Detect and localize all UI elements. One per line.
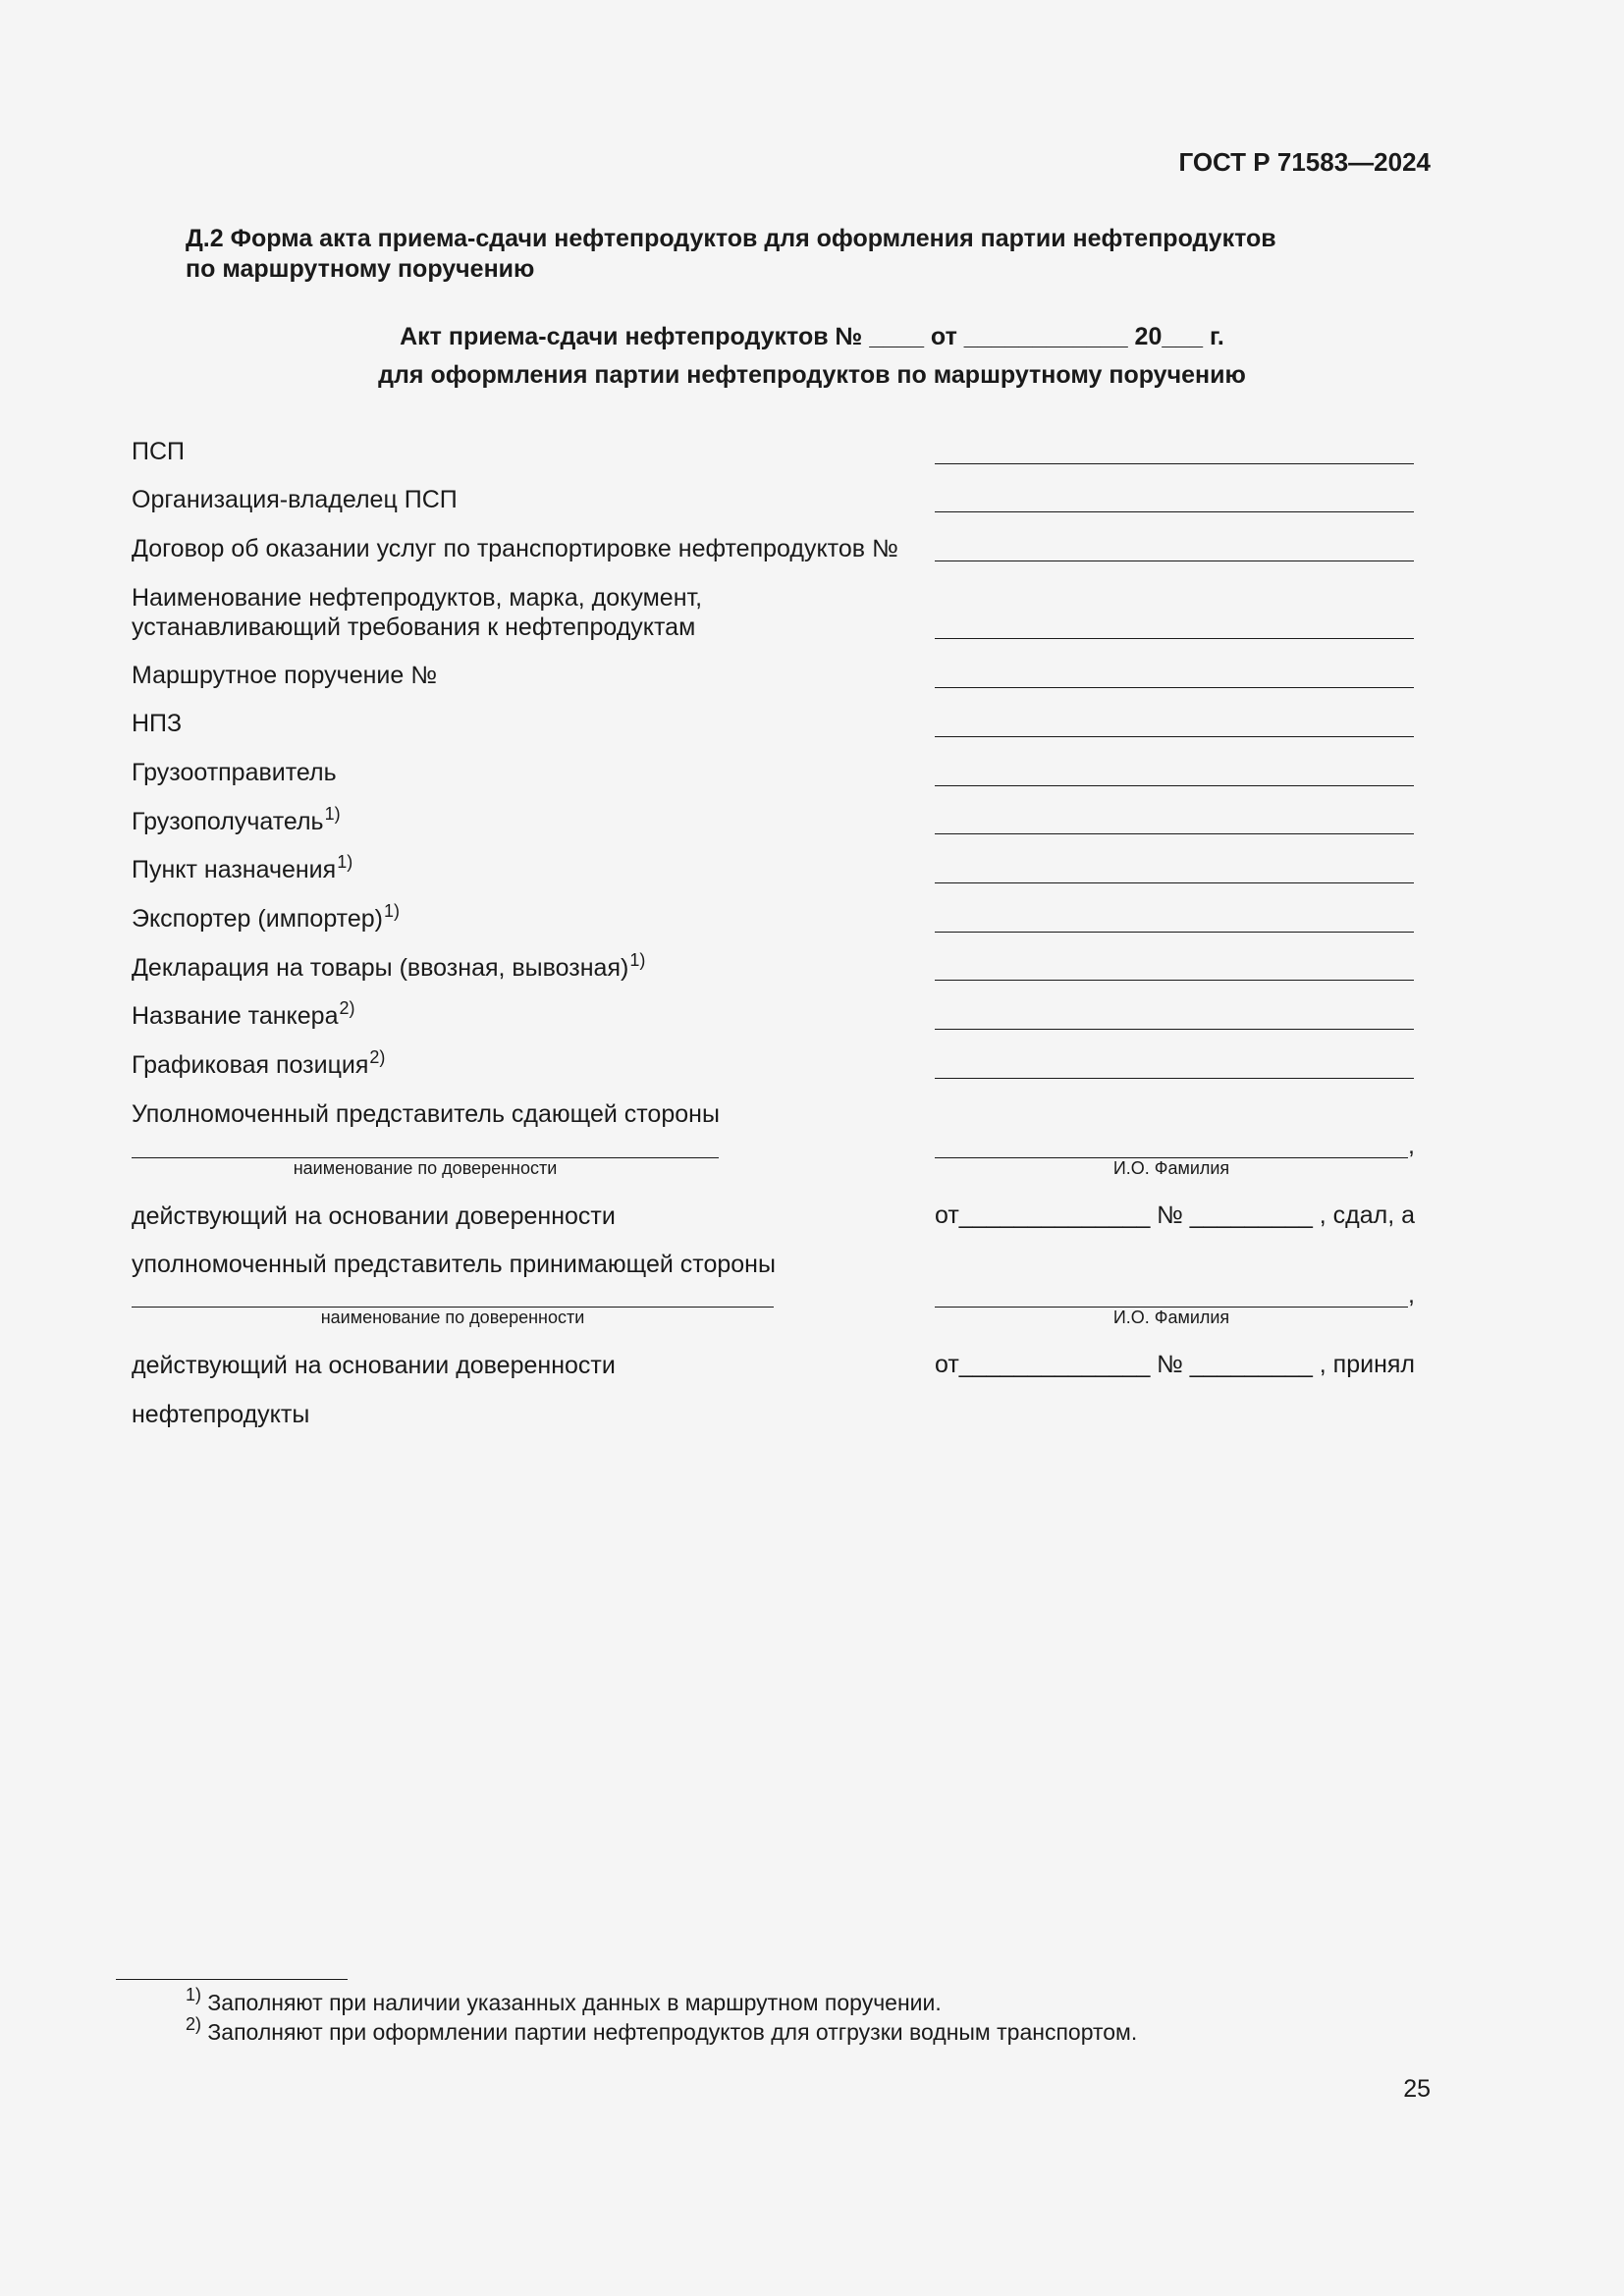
field-schedule-label: Графиковая позиция$^{2)}$ xyxy=(132,1047,386,1079)
field-consignee-line[interactable] xyxy=(935,833,1414,834)
field-psp-line[interactable] xyxy=(935,463,1414,464)
footnote-ref: 2) xyxy=(369,1047,386,1067)
section-heading-line-2: по маршрутному поручению xyxy=(186,255,535,283)
handover-end-text: , сдал, а xyxy=(1319,1201,1415,1229)
handover-person-caption: И.О. Фамилия xyxy=(1112,1158,1230,1178)
field-shipper-label: Грузоотправитель xyxy=(132,759,337,786)
receive-rep-label: уполномоченный представитель принимающей стороны xyxy=(132,1251,776,1278)
footnote-1: $^{1)}$ Заполняют при наличии указанных данных в маршрутном поручении. xyxy=(186,1985,942,2015)
field-shipper-line[interactable] xyxy=(935,785,1414,786)
footnote-ref: 2) xyxy=(339,998,355,1018)
receive-basis-label: действующий на основании доверенности xyxy=(132,1352,616,1379)
footnote-separator xyxy=(116,1979,348,1980)
field-destination-line[interactable] xyxy=(935,882,1414,883)
handover-comma: , xyxy=(1408,1132,1415,1159)
field-consignee-label: Грузополучатель$^{1)}$ xyxy=(132,804,341,835)
field-product-line[interactable] xyxy=(935,638,1414,639)
field-contract-label: Договор об оказании услуг по транспортировке нефтепродуктов № xyxy=(132,535,898,562)
receive-tail-text: нефтепродукты xyxy=(132,1401,310,1428)
footnote-ref: 1) xyxy=(383,901,400,921)
receive-person-caption: И.О. Фамилия xyxy=(1112,1308,1230,1327)
field-tanker-line[interactable] xyxy=(935,1029,1414,1030)
footnote-ref: 1) xyxy=(629,950,646,970)
act-subtitle: для оформления партии нефтепродуктов по маршрутному поручению xyxy=(378,361,1246,389)
handover-name-caption: наименование по доверенности xyxy=(293,1158,558,1178)
field-product-label: Наименование нефтепродуктов, марка, документ, устанавливающий требования к нефтепродуктам xyxy=(132,584,703,641)
receive-end-text: , принял xyxy=(1319,1351,1415,1378)
page-number: 25 xyxy=(1403,2075,1431,2103)
footnote-ref: 1) xyxy=(324,804,341,824)
field-exporter-label: Экспортер (импортер)$^{1)}$ xyxy=(132,901,400,933)
section-heading xyxy=(186,224,1276,285)
handover-rep-label: Уполномоченный представитель сдающей стороны xyxy=(132,1100,720,1128)
field-tanker-label: Название танкера$^{2)}$ xyxy=(132,998,355,1030)
handover-date-field[interactable]: от______________ xyxy=(935,1201,1151,1229)
field-route-order-label: Маршрутное поручение № xyxy=(132,662,438,689)
footnote-ref: 1) xyxy=(337,852,353,872)
field-exporter-line[interactable] xyxy=(935,932,1414,933)
field-destination-label: Пункт назначения$^{1)}$ xyxy=(132,852,353,883)
field-declaration-label: Декларация на товары (ввозная, вывозная)$^{1)}$ xyxy=(132,950,646,982)
section-heading-line-1: Д.2 Форма акта приема-сдачи нефтепродуктов для оформления партии нефтепродуктов xyxy=(186,225,1276,252)
field-declaration-line[interactable] xyxy=(935,980,1414,981)
field-refinery-label: НПЗ xyxy=(132,710,183,737)
field-psp-label: ПСП xyxy=(132,438,185,465)
handover-basis-label: действующий на основании доверенности xyxy=(132,1202,616,1230)
footnote-2: $^{2)}$ Заполняют при оформлении партии нефтепродуктов для отгрузки водным транспортом. xyxy=(186,2014,1138,2045)
field-owner-label: Организация-владелец ПСП xyxy=(132,486,458,513)
field-refinery-line[interactable] xyxy=(935,736,1414,737)
receive-name-caption: наименование по доверенности xyxy=(320,1308,585,1327)
field-route-order-line[interactable] xyxy=(935,687,1414,688)
field-owner-line[interactable] xyxy=(935,511,1414,512)
standard-designation: ГОСТ Р 71583—2024 xyxy=(1178,147,1431,177)
receive-date-field[interactable]: от______________ xyxy=(935,1351,1151,1378)
receive-comma: , xyxy=(1408,1281,1415,1308)
handover-number-field[interactable]: № _________ xyxy=(1157,1201,1313,1229)
receive-number-field[interactable]: № _________ xyxy=(1157,1351,1313,1378)
field-schedule-line[interactable] xyxy=(935,1078,1414,1079)
act-title: Акт приема-сдачи нефтепродуктов № ____ от ____________ 20___ г. xyxy=(400,323,1224,350)
